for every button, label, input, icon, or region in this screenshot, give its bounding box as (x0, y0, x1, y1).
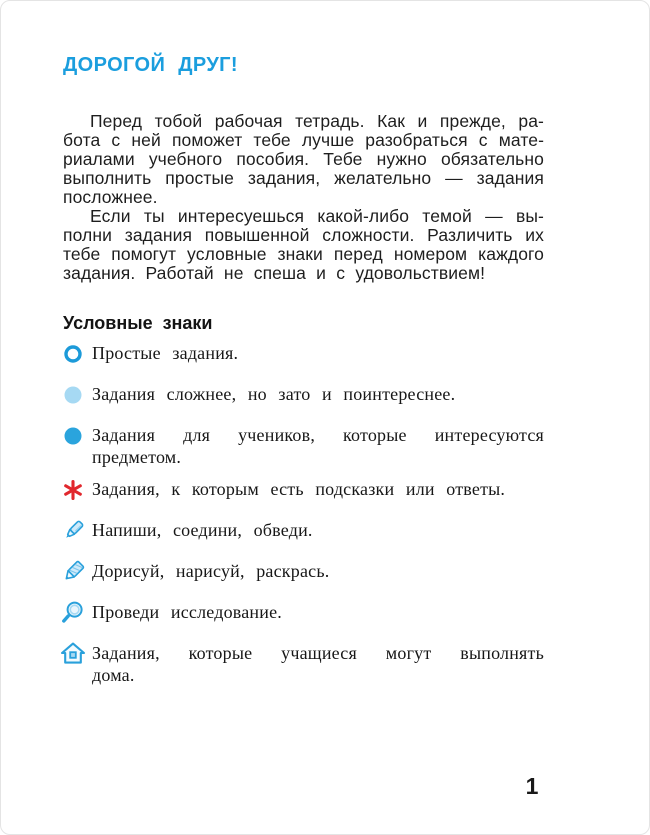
text-line: выполнить простые задания, желательно — задания (63, 168, 544, 188)
legend-line: Задания сложнее, но зато и поинтереснее. (92, 384, 456, 404)
text-line: бота с ней поможет тебе лучше разобраться с мате- (63, 130, 544, 150)
legend-text (92, 601, 544, 623)
text-line: Перед тобой рабочая тетрадь. Как и прежде, ра- (90, 111, 544, 131)
page-content (1, 1, 649, 686)
legend-line: Проведи исследование. (92, 602, 282, 622)
light-circle-icon (60, 382, 86, 408)
legend-text (92, 342, 544, 364)
legend-item (63, 383, 544, 408)
text-line: посложнее. (63, 187, 158, 207)
legend-item (63, 601, 544, 626)
legend-text (92, 642, 544, 686)
filled-circle-icon (60, 423, 86, 449)
text-line: тебе помогут условные знаки перед номером каждого (63, 244, 544, 264)
legend-text (92, 383, 544, 405)
paragraph (63, 207, 544, 283)
intro-paragraphs (63, 112, 544, 283)
page-number: 1 (525, 773, 539, 799)
legend-text (92, 478, 544, 500)
legend-list (63, 342, 544, 686)
legend-line: Напиши, соедини, обведи. (92, 520, 313, 540)
legend-item (63, 519, 544, 544)
paragraph (63, 112, 544, 207)
text-line: Если ты интересуешься какой-либо темой — вы- (90, 206, 544, 226)
legend-text (92, 519, 544, 541)
text-line: риалами учебного пособия. Тебе нужно обязательно (63, 149, 544, 169)
legend-text (92, 560, 544, 582)
legend-line: дома. (92, 665, 135, 685)
text-line: задания. Работай не спеша и с удовольствием! (63, 263, 486, 283)
legend-line: Дорисуй, нарисуй, раскрась. (92, 561, 330, 581)
legend-line: Задания, которые учащиеся могут выполнять (92, 643, 544, 663)
legend-heading: Условные знаки (63, 313, 213, 333)
pencil-icon (60, 559, 86, 585)
legend-item (63, 642, 544, 686)
legend-line: Простые задания. (92, 343, 239, 363)
legend-item (63, 424, 544, 468)
legend-line: Задания для учеников, которые интересуются (92, 425, 544, 445)
legend-text (92, 424, 544, 468)
page-title: ДОРОГОЙ ДРУГ! (63, 54, 238, 76)
open-circle-icon (60, 341, 86, 367)
legend-line: предметом. (92, 447, 182, 467)
magnifier-icon (60, 600, 86, 626)
house-icon (60, 641, 86, 667)
legend-item (63, 342, 544, 367)
legend-line: Задания, к которым есть подсказки или ответы. (92, 479, 506, 499)
text-line: полни задания повышенной сложности. Различить их (63, 225, 544, 245)
pen-icon (60, 518, 86, 544)
legend-item (63, 560, 544, 585)
legend-item (63, 478, 544, 503)
asterisk-icon (60, 477, 86, 503)
